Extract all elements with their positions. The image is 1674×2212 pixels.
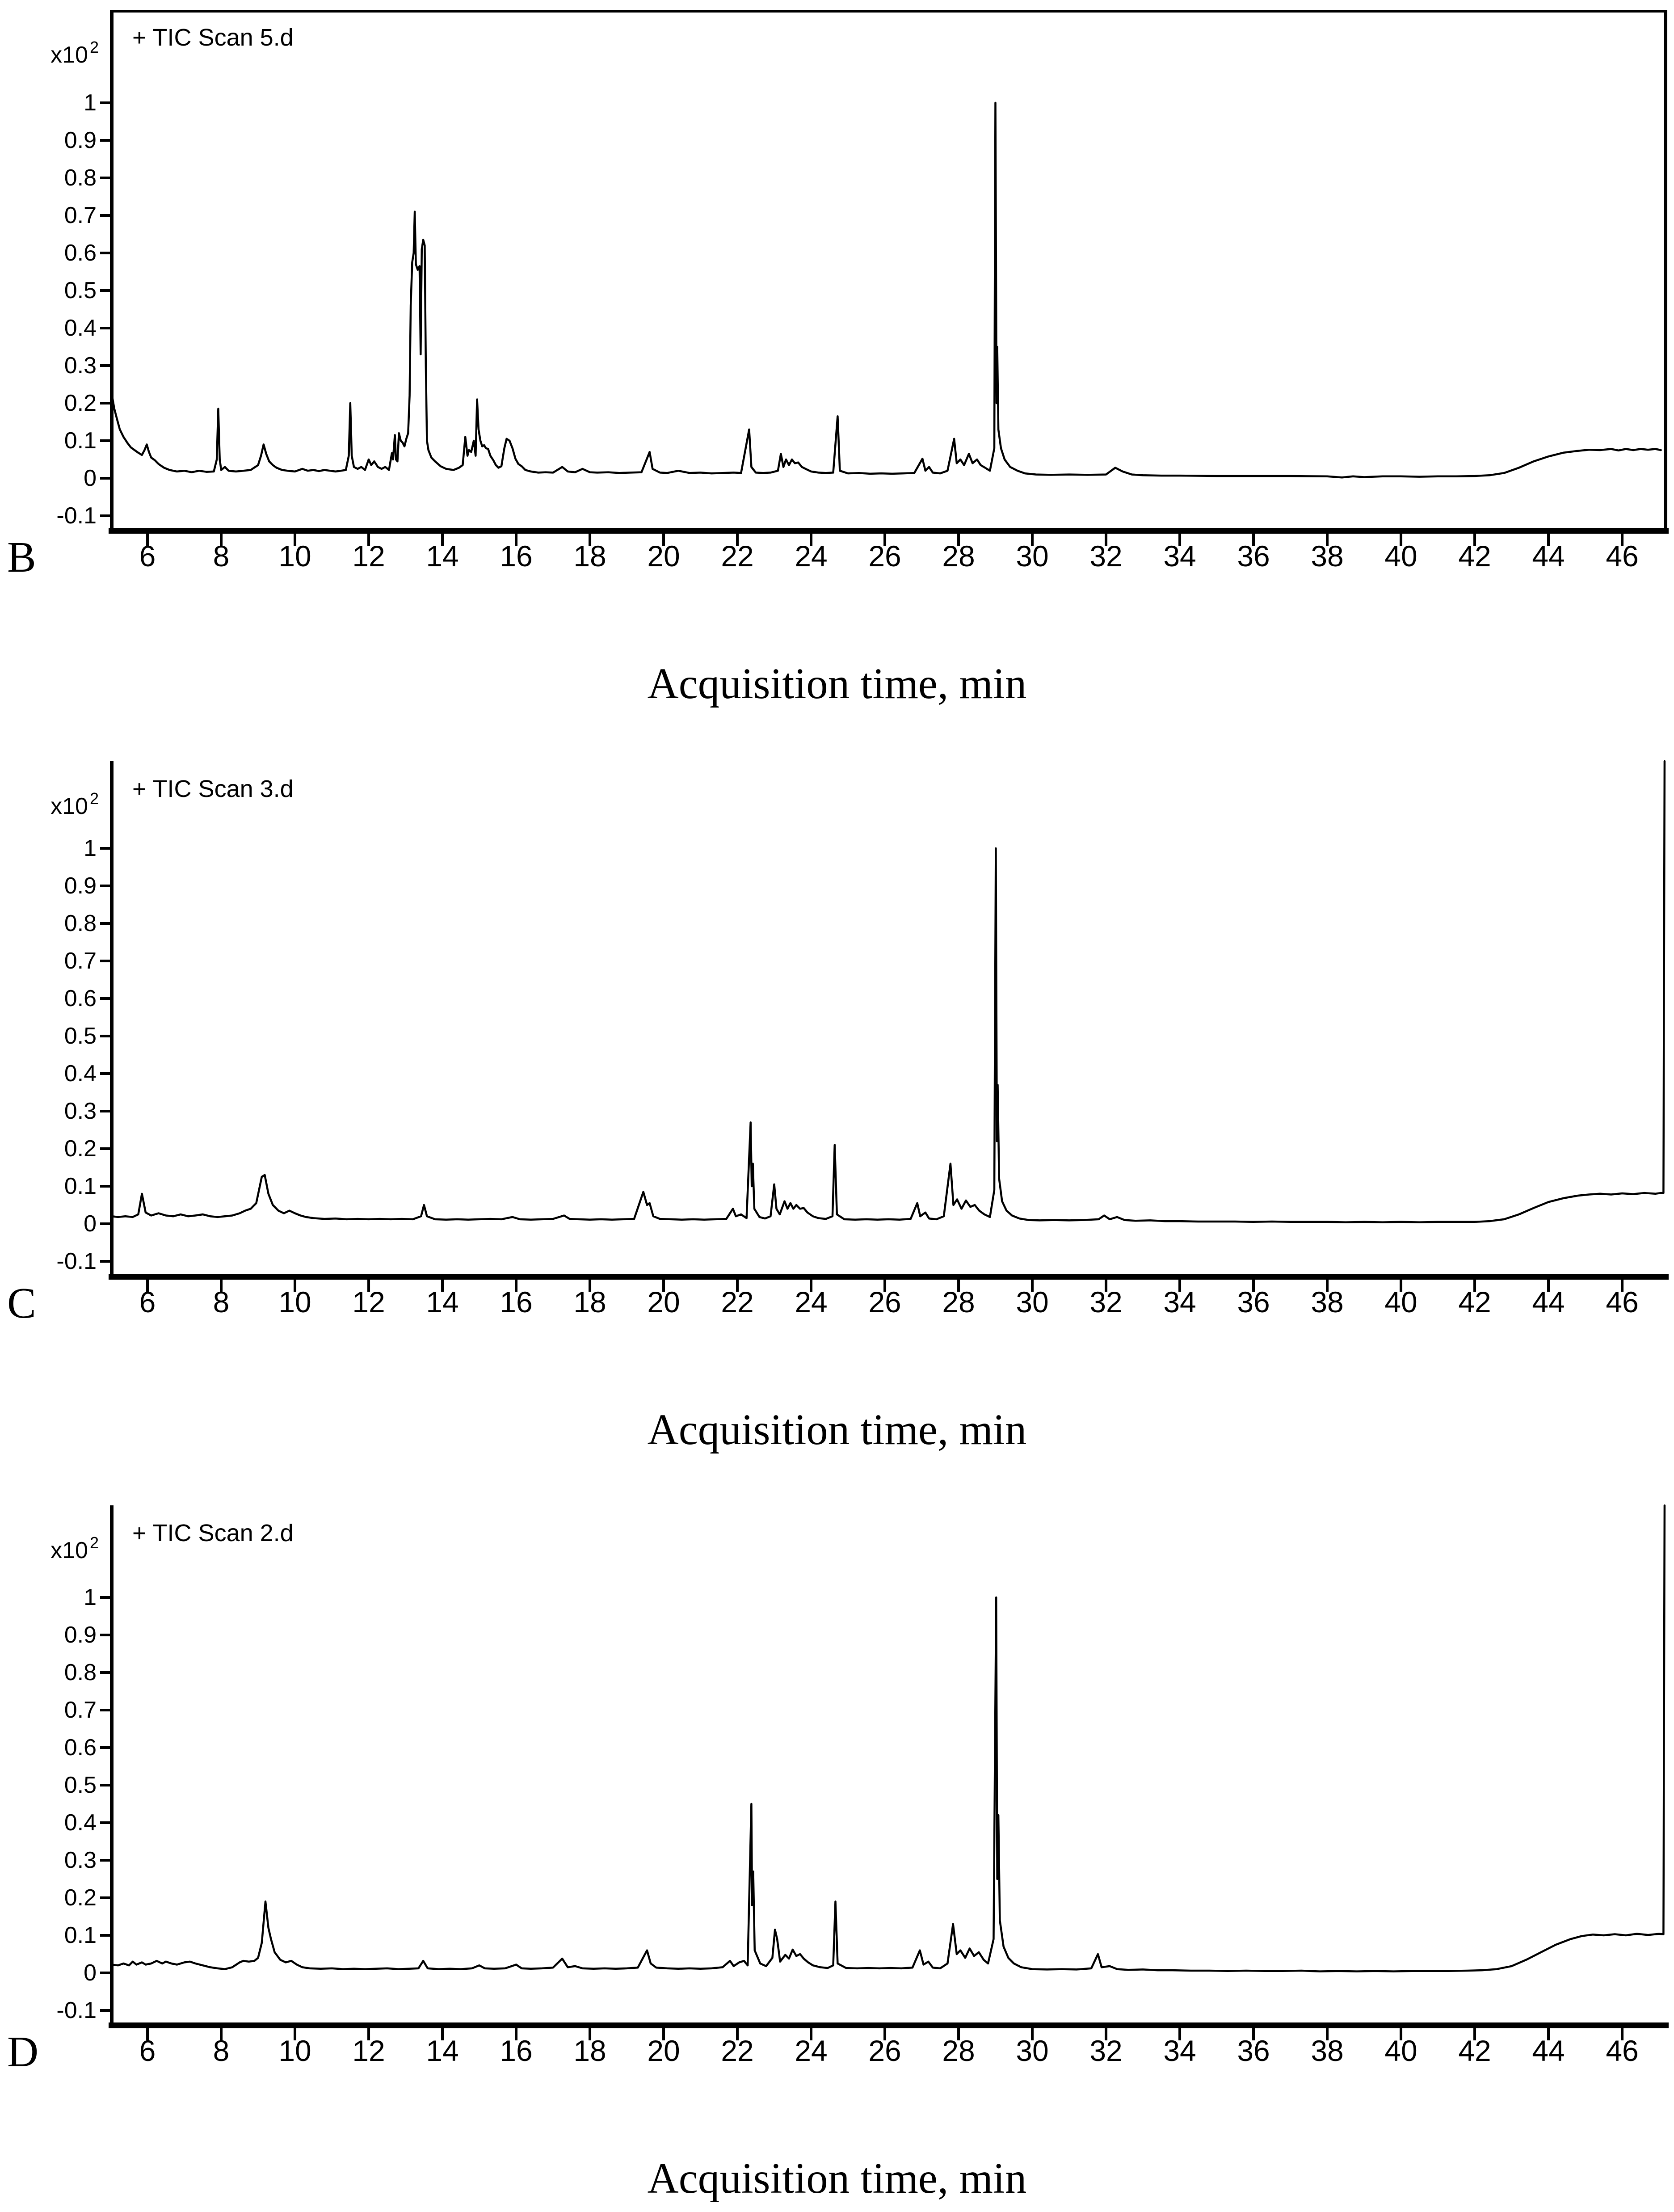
x-tick-label: 6: [139, 539, 156, 573]
y-tick-label: -0.1: [56, 1997, 97, 2023]
y-tick-label: 0.1: [64, 428, 97, 454]
y-tick-mark: [100, 1709, 112, 1711]
x-tick-label: 44: [1532, 1285, 1565, 1319]
x-tick-label: 28: [942, 539, 975, 573]
x-axis-line: [109, 528, 1669, 534]
x-axis-line: [109, 2022, 1669, 2028]
x-tick-label: 38: [1311, 2034, 1344, 2067]
x-tick-label: 32: [1089, 2034, 1123, 2067]
x-tick-label: 36: [1237, 1285, 1270, 1319]
y-tick-label: 0.4: [64, 1061, 97, 1087]
x-tick-label: 10: [278, 1285, 311, 1319]
y-tick-mark: [100, 1260, 112, 1263]
x-tick-label: 46: [1606, 539, 1639, 573]
x-tick-label: 30: [1016, 2034, 1049, 2067]
y-tick-label: 0.7: [64, 1697, 97, 1723]
x-tick-label: 30: [1016, 1285, 1049, 1319]
x-tick-label: 34: [1163, 2034, 1196, 2067]
y-tick-mark: [100, 1072, 112, 1075]
y-tick-label: 0.8: [64, 1660, 97, 1685]
x-tick-label: 24: [795, 539, 828, 573]
x-tick-label: 14: [426, 2034, 459, 2067]
y-tick-mark: [100, 1972, 112, 1974]
x-tick-label: 12: [352, 539, 385, 573]
y-tick-label: 0.1: [64, 1922, 97, 1948]
y-tick-mark: [100, 439, 112, 442]
x-axis-title-b: Acquisition time, min: [647, 660, 1027, 708]
y-tick-label: 0: [84, 465, 97, 491]
x-tick-label: 38: [1311, 539, 1344, 573]
y-tick-mark: [100, 514, 112, 517]
x-tick-label: 30: [1016, 539, 1049, 573]
x-axis-title-c: Acquisition time, min: [647, 1406, 1027, 1454]
y-tick-label: 1: [84, 90, 97, 116]
x-tick-label: 8: [213, 2034, 230, 2067]
x-tick-label: 16: [500, 2034, 533, 2067]
y-tick-label: 0.4: [64, 315, 97, 341]
y-axis-line: [110, 10, 114, 534]
y-tick-label: 0.9: [64, 127, 97, 153]
x-tick-label: 10: [278, 2034, 311, 2067]
y-tick-label: 0.3: [64, 1098, 97, 1124]
y-tick-label: 0.8: [64, 165, 97, 191]
y-tick-label: 0.6: [64, 240, 97, 266]
y-axis-multiplier: x10 $^2$: [50, 38, 99, 68]
trace-title: + TIC Scan 5.d: [132, 24, 294, 51]
y-tick-label: 0: [84, 1211, 97, 1237]
x-tick-label: 22: [721, 2034, 754, 2067]
x-tick-label: 12: [352, 1285, 385, 1319]
x-tick-label: 20: [647, 2034, 680, 2067]
x-tick-label: 38: [1311, 1285, 1344, 1319]
x-tick-label: 46: [1606, 2034, 1639, 2067]
x-tick-label: 18: [573, 1285, 606, 1319]
y-tick-mark: [100, 214, 112, 217]
y-tick-label: 0.9: [64, 1622, 97, 1648]
x-tick-label: 12: [352, 2034, 385, 2067]
x-tick-label: 40: [1384, 539, 1417, 573]
plot-right-border: [1664, 10, 1667, 528]
y-tick-mark: [100, 1821, 112, 1824]
x-tick-label: 20: [647, 539, 680, 573]
panel-letter-c: C: [7, 1279, 36, 1327]
tic-trace: [112, 761, 1665, 1222]
y-tick-mark: [100, 922, 112, 925]
trace-title: + TIC Scan 3.d: [132, 775, 294, 802]
y-tick-mark: [100, 1859, 112, 1862]
y-tick-mark: [100, 2009, 112, 2012]
y-tick-label: 1: [84, 835, 97, 861]
x-tick-label: 6: [139, 2034, 156, 2067]
y-tick-label: 1: [84, 1584, 97, 1610]
y-tick-label: 0: [84, 1960, 97, 1986]
x-tick-label: 36: [1237, 539, 1270, 573]
y-tick-mark: [100, 1784, 112, 1786]
y-tick-label: 0.9: [64, 873, 97, 899]
y-tick-label: 0.5: [64, 1023, 97, 1049]
y-tick-mark: [100, 252, 112, 254]
y-tick-label: -0.1: [56, 503, 97, 529]
y-tick-mark: [100, 289, 112, 292]
y-tick-mark: [100, 402, 112, 404]
y-tick-label: 0.2: [64, 390, 97, 416]
y-tick-mark: [100, 364, 112, 367]
tic-trace: [112, 103, 1661, 477]
x-tick-label: 34: [1163, 539, 1196, 573]
tic-trace: [112, 1505, 1665, 1971]
y-tick-mark: [100, 1671, 112, 1674]
y-tick-label: 0.1: [64, 1173, 97, 1199]
x-tick-label: 22: [721, 539, 754, 573]
x-tick-label: 42: [1458, 2034, 1491, 2067]
y-tick-mark: [100, 327, 112, 329]
y-tick-mark: [100, 1185, 112, 1188]
y-tick-mark: [100, 885, 112, 887]
y-tick-label: 0.5: [64, 1772, 97, 1798]
chromatogram-panel-b: [50, 10, 1669, 573]
trace-title: + TIC Scan 2.d: [132, 1520, 294, 1546]
x-tick-label: 26: [868, 539, 901, 573]
y-tick-label: 0.3: [64, 1847, 97, 1873]
x-tick-label: 24: [795, 1285, 828, 1319]
x-tick-label: 34: [1163, 1285, 1196, 1319]
x-tick-label: 6: [139, 1285, 156, 1319]
y-tick-label: 0.6: [64, 986, 97, 1011]
y-tick-mark: [100, 1746, 112, 1749]
x-tick-label: 22: [721, 1285, 754, 1319]
y-tick-label: 0.2: [64, 1885, 97, 1911]
x-tick-label: 44: [1532, 2034, 1565, 2067]
y-tick-label: 0.4: [64, 1810, 97, 1836]
x-axis-line: [109, 1274, 1669, 1280]
x-tick-label: 46: [1606, 1285, 1639, 1319]
y-tick-label: 0.7: [64, 948, 97, 974]
y-tick-mark: [100, 139, 112, 142]
y-tick-mark: [100, 177, 112, 179]
x-tick-label: 16: [500, 1285, 533, 1319]
x-tick-label: 40: [1384, 2034, 1417, 2067]
x-tick-label: 40: [1384, 1285, 1417, 1319]
y-tick-mark: [100, 997, 112, 1000]
y-tick-label: 0.5: [64, 278, 97, 303]
x-tick-label: 20: [647, 1285, 680, 1319]
x-tick-label: 8: [213, 539, 230, 573]
y-axis-line: [110, 761, 114, 1280]
y-tick-mark: [100, 1934, 112, 1937]
x-tick-label: 44: [1532, 539, 1565, 573]
x-tick-label: 16: [500, 539, 533, 573]
y-tick-mark: [100, 847, 112, 850]
y-tick-mark: [100, 101, 112, 104]
panel-letter-d: D: [7, 2028, 39, 2076]
y-tick-mark: [100, 1035, 112, 1037]
x-tick-label: 10: [278, 539, 311, 573]
x-tick-label: 14: [426, 1285, 459, 1319]
x-tick-label: 8: [213, 1285, 230, 1319]
y-tick-mark: [100, 1222, 112, 1225]
x-tick-label: 28: [942, 1285, 975, 1319]
panel-letter-b: B: [7, 533, 36, 581]
x-tick-label: 36: [1237, 2034, 1270, 2067]
y-tick-label: 0.8: [64, 910, 97, 936]
x-tick-label: 26: [868, 1285, 901, 1319]
chromatogram-panel-d: [50, 1505, 1669, 2067]
x-tick-label: 32: [1089, 1285, 1123, 1319]
y-tick-mark: [100, 1596, 112, 1599]
x-tick-label: 42: [1458, 1285, 1491, 1319]
chromatogram-panel-c: [50, 761, 1669, 1319]
y-tick-mark: [100, 1147, 112, 1150]
y-tick-mark: [100, 477, 112, 480]
y-tick-label: 0.2: [64, 1136, 97, 1162]
y-tick-mark: [100, 960, 112, 962]
y-tick-label: 0.6: [64, 1735, 97, 1761]
x-tick-label: 42: [1458, 539, 1491, 573]
y-tick-label: 0.7: [64, 202, 97, 228]
y-tick-mark: [100, 1896, 112, 1899]
x-tick-label: 14: [426, 539, 459, 573]
x-tick-label: 24: [795, 2034, 828, 2067]
y-tick-mark: [100, 1634, 112, 1636]
x-tick-label: 26: [868, 2034, 901, 2067]
x-tick-label: 32: [1089, 539, 1123, 573]
y-tick-label: 0.3: [64, 353, 97, 379]
y-tick-mark: [100, 1110, 112, 1112]
y-axis-multiplier: x10 $^2$: [50, 1534, 99, 1563]
x-tick-label: 28: [942, 2034, 975, 2067]
x-tick-label: 18: [573, 539, 606, 573]
y-tick-label: -0.1: [56, 1248, 97, 1274]
x-tick-label: 18: [573, 2034, 606, 2067]
plot-top-border: [110, 10, 1667, 13]
x-axis-title-d: Acquisition time, min: [647, 2154, 1027, 2202]
y-axis-line: [110, 1505, 114, 2028]
y-axis-multiplier: x10 $^2$: [50, 789, 99, 819]
